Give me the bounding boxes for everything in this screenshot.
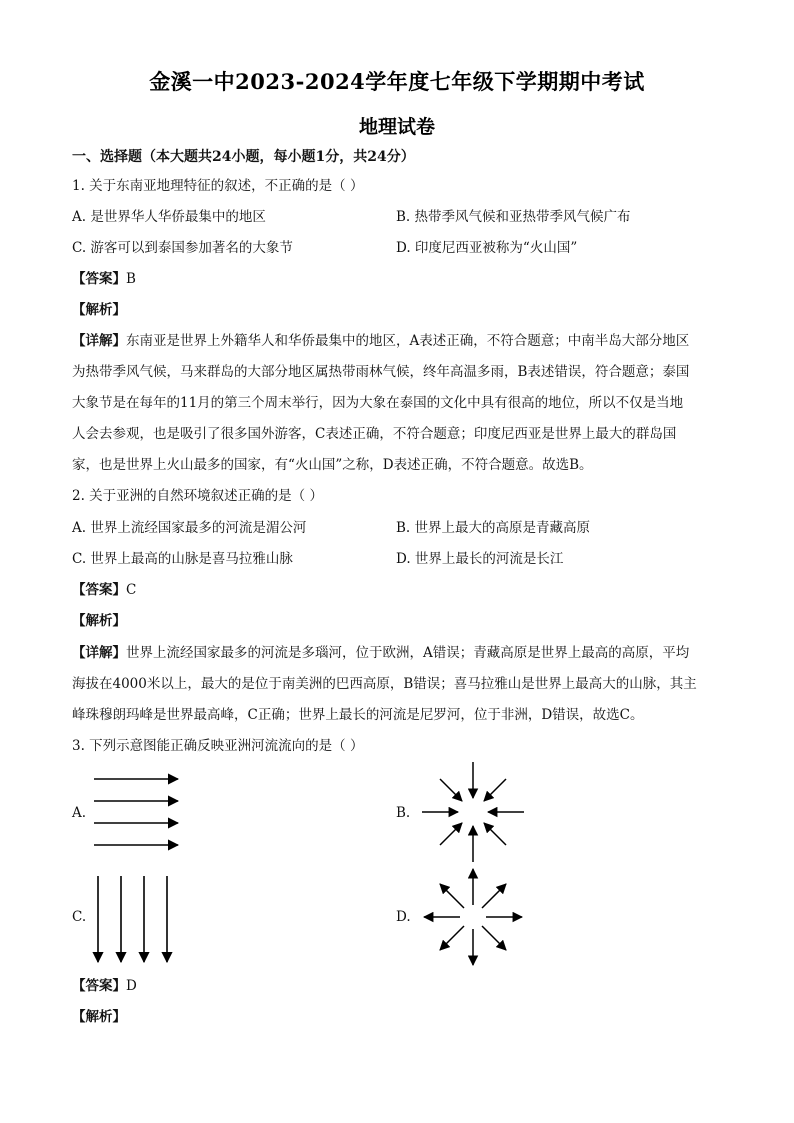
q2-answer-tag: 【答案】 <box>72 582 126 598</box>
q1-detail-line-2: 为热带季风气候，马来群岛的大部分地区属热带雨林气候，终年高温多雨，B表述错误，符合题意；泰国 <box>72 364 690 380</box>
q1-stem: 1. 关于东南亚地理特征的叙述，不正确的是（ ） <box>72 178 364 194</box>
converging-arrows-icon <box>422 762 524 862</box>
q1-detail-line-3: 大象节是在每年的11月的第三个周末举行，因为大象在泰国的文化中具有很高的地位，所以不仅是当地 <box>72 395 684 411</box>
q1-option-c: C. 游客可以到泰国参加著名的大象节 <box>72 240 293 256</box>
q3-answer-tag: 【答案】 <box>72 978 126 994</box>
q2-answer <box>72 581 136 599</box>
q2-detail-line-2: 海拔在4000米以上，最大的是位于南美洲的巴西高原，B错误；喜马拉雅山是世界上最高大的山脉，其主 <box>72 676 697 692</box>
radiating-arrows-icon <box>424 869 522 965</box>
q3-stem: 3. 下列示意图能正确反映亚洲河流流向的是（ ） <box>72 738 364 754</box>
q2-detail-tag: 【详解】 <box>72 645 126 661</box>
q3-diagram-c <box>90 874 180 966</box>
q3-answer <box>72 977 137 995</box>
exam-subtitle: 地理试卷 <box>358 116 435 138</box>
q2-option-b: B. 世界上最大的高原是青藏高原 <box>396 520 591 536</box>
q3-diagram-d <box>418 865 528 969</box>
exam-title: 金溪一中2023-2024学年度七年级下学期期中考试 <box>149 69 645 94</box>
q3-answer-value: D <box>126 978 137 994</box>
q3-option-a-label: A. <box>72 805 87 821</box>
section-heading: 一、选择题（本大题共24小题，每小题1分，共24分） <box>72 149 415 165</box>
q2-option-d: D. 世界上最长的河流是长江 <box>396 551 564 567</box>
q1-detail-line-4: 人会去参观，也是吸引了很多国外游客，C表述正确，不符合题意；印度尼西亚是世界上最大的群岛国 <box>72 426 677 442</box>
q1-detail-tag: 【详解】 <box>72 333 126 349</box>
q2-answer-value: C <box>126 582 137 598</box>
q1-option-b: B. 热带季风气候和亚热带季风气候广布 <box>396 209 631 225</box>
q1-detail-line-5: 家，也是世界上火山最多的国家，有“火山国”之称，D表述正确，不符合题意。故选B。 <box>72 457 593 473</box>
q2-option-a: A. 世界上流经国家最多的河流是湄公河 <box>72 520 307 536</box>
q2-option-c: C. 世界上最高的山脉是喜马拉雅山脉 <box>72 551 293 567</box>
q1-answer-value: B <box>126 271 136 287</box>
q1-detail-text-1: 东南亚是世界上外籍华人和华侨最集中的地区，A表述正确，不符合题意；中南半岛大部分地区 <box>126 333 690 349</box>
q1-answer-tag: 【答案】 <box>72 271 126 287</box>
q1-analysis-tag: 【解析】 <box>72 302 126 318</box>
q2-detail-text-1: 世界上流经国家最多的河流是多瑙河，位于欧洲，A错误；青藏高原是世界上最高的高原，平均 <box>126 645 690 661</box>
q3-analysis-tag: 【解析】 <box>72 1009 126 1025</box>
q3-option-d-label: D. <box>396 909 411 925</box>
q1-answer <box>72 270 136 288</box>
q3-option-c-label: C. <box>72 909 87 925</box>
q2-analysis-tag: 【解析】 <box>72 613 126 629</box>
q3-option-b-label: B. <box>396 805 411 821</box>
q1-detail-line-1 <box>72 332 689 350</box>
q3-diagram-b <box>418 760 528 864</box>
q3-diagram-a <box>90 770 190 856</box>
q2-stem: 2. 关于亚洲的自然环境叙述正确的是（ ） <box>72 488 323 504</box>
q1-option-a: A. 是世界华人华侨最集中的地区 <box>72 209 266 225</box>
q2-detail-line-3: 峰珠穆朗玛峰是世界最高峰，C正确；世界上最长的河流是尼罗河，位于非洲，D错误，故选C。 <box>72 707 644 723</box>
q1-option-d: D. 印度尼西亚被称为“火山国” <box>396 240 578 256</box>
q2-detail-line-1 <box>72 644 689 662</box>
